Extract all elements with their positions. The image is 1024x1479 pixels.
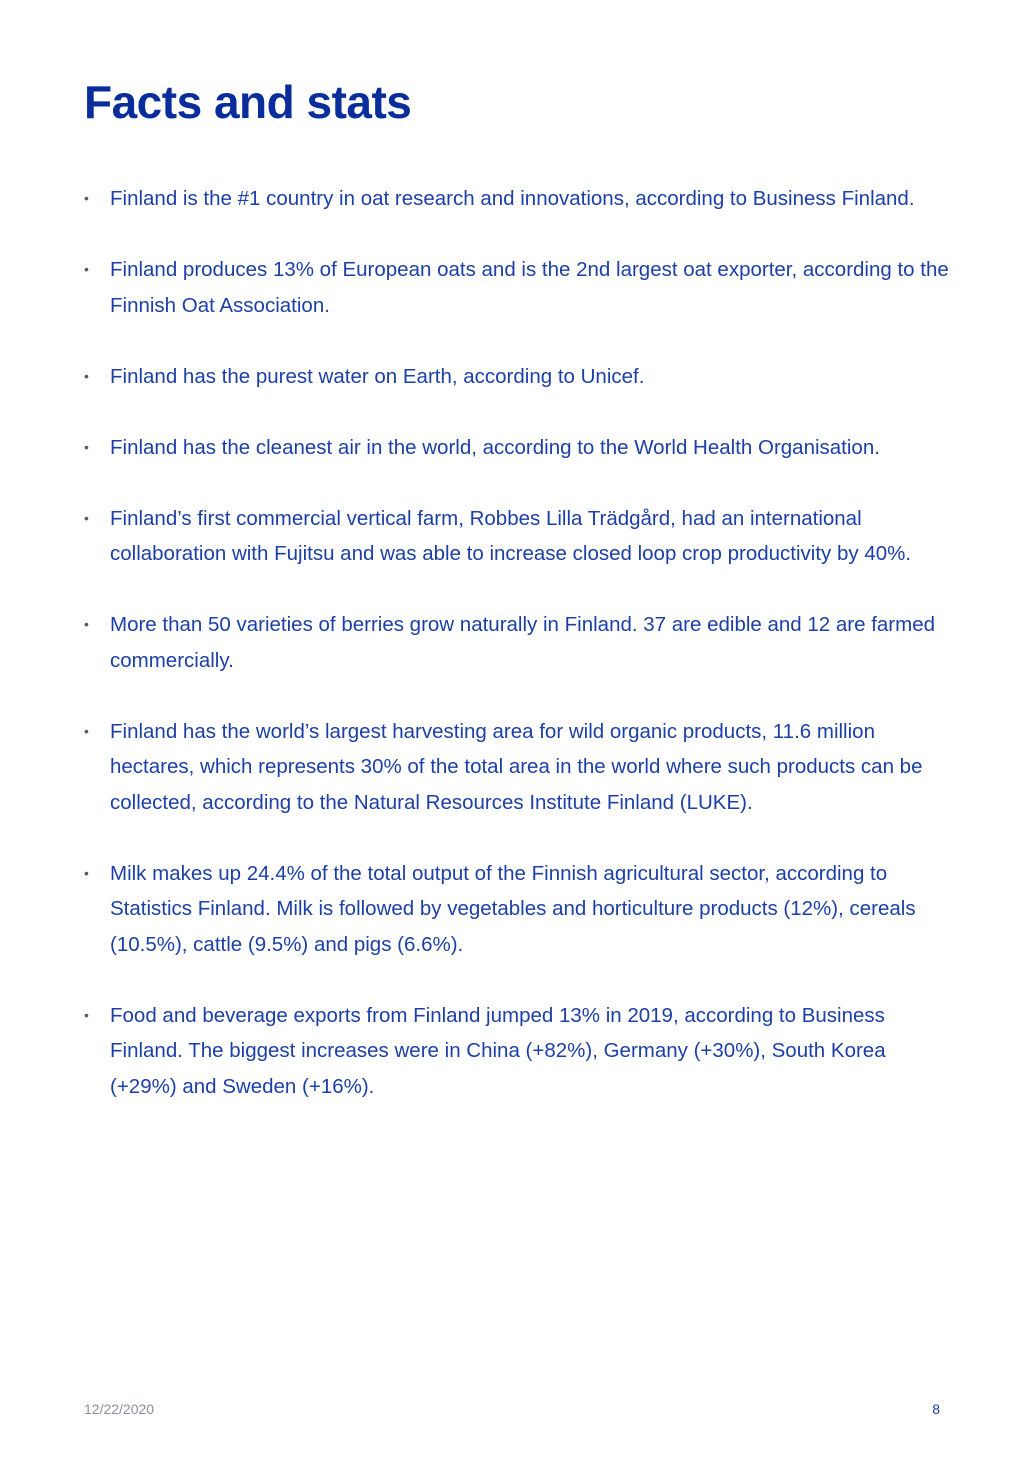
bullet-icon: • (84, 722, 89, 739)
fact-text: Finland is the #1 country in oat research and innovations, according to Business Finland. (110, 187, 915, 210)
bullet-icon: • (84, 616, 89, 632)
fact-item (84, 252, 954, 323)
fact-text: More than 50 varieties of berries grow naturally in Finland. 37 are edible and 12 are farmed commercially. (110, 613, 936, 672)
bullet-icon: • (84, 190, 89, 206)
bullet-icon: • (84, 261, 89, 277)
fact-text: Finland has the cleanest air in the world, according to the World Health Organisation. (110, 435, 880, 459)
fact-item (84, 714, 954, 821)
fact-item (84, 359, 954, 395)
facts-list (84, 181, 954, 1140)
fact-text: Milk makes up 24.4% of the total output of the Finnish agricultural sector, according to Statistics Finland. Milk is followed by vegetables and horticulture products (12%), cereals (10.5%), cattle (9.5%) and pigs (6.6%). (110, 861, 916, 956)
fact-text: Finland has the world’s largest harvesting area for wild organic products, 11.6 million hectares, which represents 30% of the total area in the world where such products can be collected, according to the Natural Resources Institute Finland (LUKE). (110, 719, 923, 814)
fact-text: Finland has the purest water on Earth, according to Unicef. (110, 364, 645, 388)
fact-item (84, 856, 954, 963)
bullet-icon: • (84, 509, 89, 526)
fact-item (84, 430, 954, 466)
fact-text: Finland’s first commercial vertical farm, Robbes Lilla Trädgård, had an international collaboration with Fujitsu and was able to increase closed loop crop productivity by 40%. (110, 506, 912, 565)
fact-item (84, 998, 954, 1105)
bullet-icon: • (84, 438, 89, 455)
page-title: Facts and stats (84, 76, 412, 128)
fact-item (84, 501, 954, 572)
bullet-icon: • (84, 864, 89, 881)
fact-text: Food and beverage exports from Finland jumped 13% in 2019, according to Business Finland. The biggest increases were in China (+82%), Germany (+30%), South Korea (+29%) and Sweden (+16%). (110, 1003, 886, 1098)
bullet-icon: • (84, 1006, 89, 1023)
footer-date: 12/22/2020 (84, 1401, 155, 1417)
fact-item (84, 607, 954, 678)
fact-text: Finland produces 13% of European oats and is the 2nd largest oat exporter, according to the Finnish Oat Association. (110, 258, 949, 317)
fact-item (84, 181, 954, 217)
page-number: 8 (932, 1401, 940, 1417)
bullet-icon: • (84, 367, 89, 384)
